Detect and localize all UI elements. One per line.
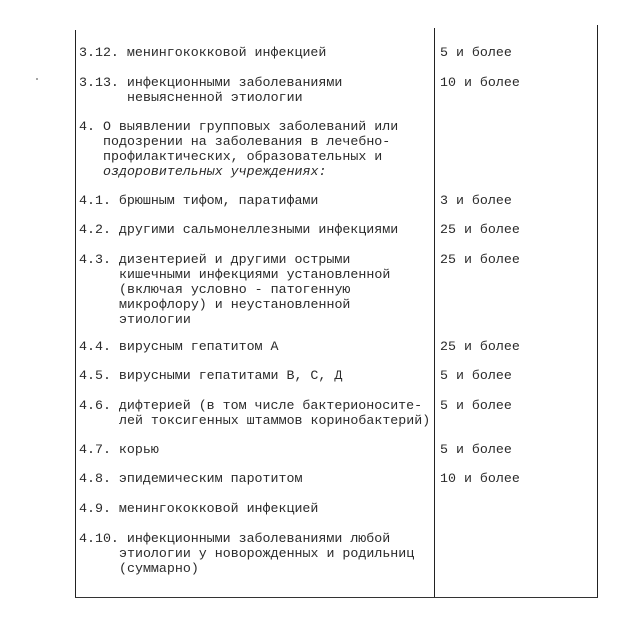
item-value: 25 и более	[440, 339, 520, 354]
item-text: вирусным гепатитом А	[118, 339, 279, 354]
item-text: эпидемическим паротитом	[118, 471, 303, 486]
item-number: 4.8.	[79, 471, 111, 486]
table-right-border	[597, 25, 598, 598]
item-text: невыясненной этиологии	[127, 90, 303, 105]
item-value: 5 и более	[440, 442, 512, 457]
table-row	[79, 45, 434, 60]
item-text: микрофлору) и неустановленной	[119, 297, 351, 312]
item-text: кишечными инфекциями установленной	[119, 267, 391, 282]
item-value: 5 и более	[440, 398, 512, 413]
table-left-border	[75, 30, 76, 598]
item-text: этиологии у новорожденных и родильниц	[119, 546, 415, 561]
item-value: 5 и более	[440, 368, 512, 383]
item-text: инфекционными заболеваниями любой	[126, 531, 391, 546]
item-number: 4.	[79, 119, 95, 134]
item-value: 3 и более	[440, 193, 512, 208]
item-number: 4.4.	[79, 339, 111, 354]
item-number: 3.13.	[79, 75, 119, 90]
item-number: 4.3.	[79, 252, 111, 267]
table-row	[79, 222, 434, 237]
item-number: 4.1.	[79, 193, 111, 208]
item-number: 4.2.	[79, 222, 111, 237]
item-text: корью	[118, 442, 159, 457]
table-row	[79, 252, 434, 327]
item-number: 4.10.	[79, 531, 119, 546]
item-number: 3.12.	[79, 45, 119, 60]
item-number: 4.9.	[79, 501, 111, 516]
section-heading: О выявлении групповых заболеваний или	[102, 119, 399, 134]
item-text: брюшным тифом, паратифами	[118, 193, 319, 208]
table-row	[79, 368, 434, 383]
item-value: 25 и более	[440, 252, 520, 267]
table-row	[79, 398, 434, 428]
item-text: (суммарно)	[119, 561, 199, 576]
item-number: 4.7.	[79, 442, 111, 457]
item-number: 4.5.	[79, 368, 111, 383]
item-text: менингококковой инфекцией	[118, 501, 319, 516]
section-heading: оздоровительных учреждениях:	[103, 164, 327, 179]
item-text: инфекционными заболеваниями	[126, 75, 343, 90]
table-row	[79, 193, 434, 208]
table-column-divider	[434, 28, 435, 598]
item-text: другими сальмонеллезными инфекциями	[118, 222, 399, 237]
table-row	[79, 471, 434, 486]
item-value: 10 и более	[440, 75, 520, 90]
item-value: 10 и более	[440, 471, 520, 486]
table-row	[79, 442, 434, 457]
table-row	[79, 501, 434, 516]
item-text: вирусными гепатитами В, С, Д	[118, 368, 343, 383]
item-text: дифтерией (в том числе бактерионосите-	[118, 398, 423, 413]
item-text: менингококковой инфекцией	[126, 45, 327, 60]
item-value: 25 и более	[440, 222, 520, 237]
item-text: дизентерией и другими острыми	[118, 252, 351, 267]
item-text: этиологии	[119, 312, 191, 327]
scan-speck	[36, 78, 38, 80]
section-heading: профилактических, образовательных и	[103, 149, 383, 164]
table-row	[79, 531, 434, 576]
item-text: (включая условно - патогенную	[119, 282, 351, 297]
table-row	[79, 75, 434, 105]
table-bottom-border	[75, 597, 598, 598]
item-text: лей токсигенных штаммов коринобактерий)	[119, 413, 431, 428]
item-value: 5 и более	[440, 45, 512, 60]
table-row	[79, 339, 434, 354]
table-row	[79, 119, 434, 179]
item-number: 4.6.	[79, 398, 111, 413]
section-heading: подозрении на заболевания в лечебно-	[103, 134, 391, 149]
